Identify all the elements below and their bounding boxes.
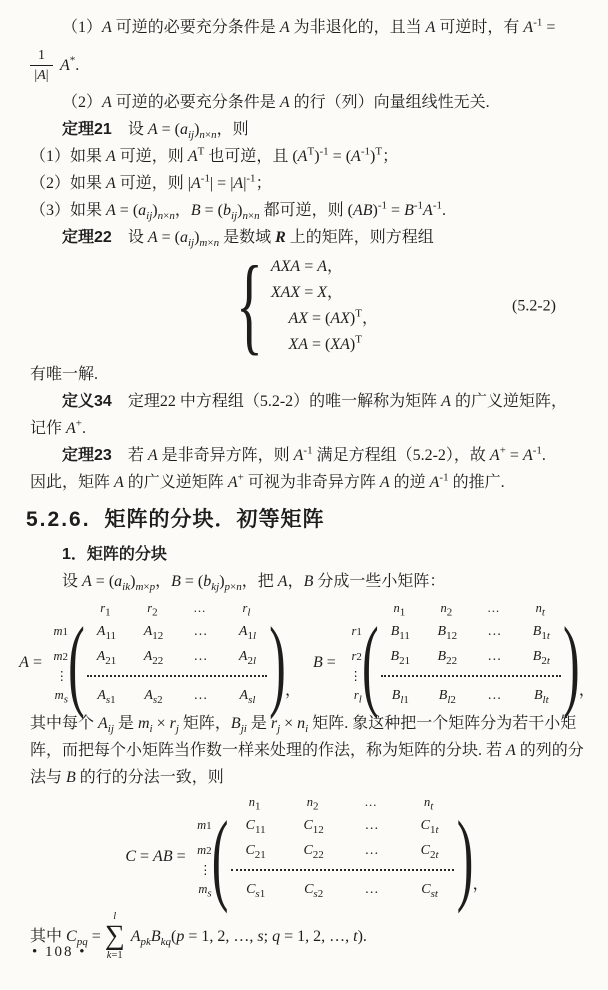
matrix-cell: $C_{1t}$ [420,818,439,836]
theorem-23-line-2: 因此，矩阵 A 的广义逆矩阵 A+ 可视为非奇异方阵 A 的逆 $A^{-1}$ 的推广. [30,471,505,491]
sigma-glyph: ∑ [104,920,125,951]
matrix-cell: $B_{21}$ [390,649,411,667]
left-paren: ( [68,605,85,720]
matrix-cell: $B_{2t}$ [532,649,550,667]
matrix-col-header: $n_2$ [440,601,453,619]
matrix-cell: $B_{l1}$ [391,688,409,706]
theorem-21-item-2: （2）如果 A 可逆，则 $|A^{-1}| = |A|^{-1}$； [30,172,272,192]
equation-row-1: AXA = A， [270,258,344,275]
matrix-trailing-comma: ， [578,682,595,699]
matrix-row-label: m 1 [197,818,212,832]
section-heading-5-2-6 [26,506,584,533]
theorem-21-heading [30,116,584,143]
matrix-cell: … [487,649,502,664]
matrix-C-block-form [125,793,489,914]
matrix-cell: $C_{22}$ [303,843,324,861]
matrix-B-block-form [313,599,595,720]
equation-system-5-2-2 [30,245,584,367]
partition-setup-line: 设 $A = (a_{ik})_{m\times p}$，$B = (b_{kj})_{p\times n}$，把 A，B 分成一些小矩阵： [62,573,446,594]
partitioned-matrices-A-B [19,599,595,720]
matrix-cell: $A_{s1}$ [97,688,116,706]
page-number: • 108 • [32,944,87,960]
matrix-cell: … [364,882,379,897]
matrix-col-headers [376,599,578,619]
matrix-row-label: m 1 [53,624,68,638]
equation-row-3: AX = (AX)$^T$， [288,307,378,327]
matrix-cell: $C_{21}$ [245,843,266,861]
theorem-22-heading [30,224,584,251]
unique-solution-line: 有唯一解. [30,366,99,383]
block-product-formula [30,910,584,962]
section-number: 5.2.6. [26,508,91,531]
theorem-23-line-1 [30,442,584,469]
matrix-cell: $A_{12}$ [143,624,164,642]
definition-34-label: 定义34 [62,393,112,410]
matrix-row-label: ⋮ [349,668,362,683]
matrix-col-header: $n_1$ [248,795,261,813]
matrix-trailing-comma: ， [472,876,489,893]
summation-upper-limit: l [113,911,117,922]
paragraph-invertible-condition-1: （1）A 可逆的必要充分条件是 A 为非退化的，且当 A 可逆时，有 $A^{-1}$ = [62,16,556,36]
paragraph-invertible-condition-2: （2）A 可逆的必要充分条件是 A 的行（列）向量组线性无关. [62,94,490,111]
right-paren: ) [269,605,286,720]
matrix-row-label: m 2 [197,843,212,857]
matrix-cell: … [364,843,379,858]
matrix-row-label: r 2 [351,649,362,663]
matrix-grid [377,619,565,708]
matrix-col-header: $n_t$ [535,601,545,619]
matrix-grid [83,619,271,708]
section-title: 矩阵的分块．初等矩阵 [104,508,325,531]
definition-34-line-1 [30,388,584,415]
definition-34-line-2: 记作 A+. [30,417,87,437]
product-matrix-row [30,793,584,914]
matrix-col-header: $r_l$ [242,601,251,619]
matrix-cell: $B_{l2}$ [438,688,456,706]
matrix-grid [227,813,459,902]
matrix-cell: … [193,688,208,703]
equation-number-tag: (5.2-2) [512,297,556,315]
fraction-denominator: |A| [34,67,49,83]
equation-rows [271,254,378,358]
matrix-col-headers [82,599,284,619]
matrix-cell: $C_{12}$ [303,818,324,836]
matrix-row-label: $m_s$ [198,882,212,900]
matrix-col-header: $r_1$ [100,601,111,619]
matrix-col-header: $r_2$ [147,601,158,619]
definition-34-statement: 定理22 中方程组（5.2-2）的唯一解称为矩阵 A 的广义逆矩阵， [111,393,567,410]
matrix-cell: $B_{1t}$ [532,624,550,642]
theorem-22-statement: 设 $A = (a_{ij})_{m\times n}$ 是数域 R 上的矩阵，则方程组 [111,229,434,250]
theorem-21-statement: 设 $A = (a_{ij})_{n\times n}$，则 [111,121,249,142]
right-paren: ) [562,605,580,720]
matrix-lhs: B = [313,654,336,671]
matrix-cell: $B_{lt}$ [533,688,549,706]
sum-formula-prefix: 其中 $C_{pq}$ = [30,927,101,948]
theorem-21-label: 定理21 [62,121,112,138]
matrix-ellipsis-row [377,669,565,683]
theorem-23-label: 定理23 [62,447,112,464]
fraction-numerator: 1 [30,47,53,66]
right-paren: ) [456,799,474,914]
left-paren: ( [361,605,379,720]
matrix-cell: … [487,624,502,639]
matrix-lhs: C = AB = [125,848,186,865]
matrix-cell: $A_{11}$ [96,624,117,642]
matrix-row-label: $r_l$ [353,688,362,706]
matrix-trailing-comma: ， [284,682,301,699]
matrix-col-header: $n_1$ [393,601,406,619]
matrix-row-label: ⋮ [199,862,212,877]
left-brace: { [235,245,263,367]
matrix-row-labels [46,619,70,708]
matrix-row-labels [190,813,214,902]
matrix-cell: $A_{s2}$ [144,688,163,706]
matrix-col-headers [226,793,472,813]
matrix-col-header: $n_2$ [306,795,319,813]
matrix-A-block-form [19,599,301,720]
matrix-col-header: … [193,601,206,615]
fraction-one-over-det-A [30,47,53,84]
sum-formula-body: $A_{pk}B_{kq}(p = 1$, 2, …, s; q = 1, 2, …, t). [130,927,367,948]
matrix-col-header: … [487,601,500,615]
theorem-23-statement: 若 A 是非奇异方阵，则 $A^{-1}$ 满足方程组（5.2-2），故 $A^+ = A^{-1}$. [111,444,546,464]
matrix-cell: $A_{2l}$ [238,649,257,667]
matrix-lhs: A = [19,654,42,671]
block-definition-paragraph: 其中每个 $A_{ij}$ 是 $m_i \times r_j$ 矩阵，$B_{ji}$ 是 $r_j \times n_i$ 矩阵. 象这种把一个矩阵分为若干小矩阵，而把每个小矩阵当作数一样来处理的作法，称为矩阵的分块. 若 A 的列的分法与 B 的行的分法一致，则 [30,715,584,786]
matrix-cell: $A_{1l}$ [238,624,257,642]
matrix-cell: $B_{22}$ [437,649,458,667]
left-paren: ( [211,799,229,914]
matrix-row-labels [340,619,364,708]
matrix-cell: $C_{11}$ [245,818,266,836]
matrix-cell: … [487,688,502,703]
matrix-cell: $C_{2t}$ [420,843,439,861]
matrix-col-header: $n_t$ [423,795,434,813]
matrix-cell: $A_{21}$ [96,649,117,667]
summation-symbol [105,911,125,961]
matrix-cell: $A_{sl}$ [239,688,256,706]
matrix-cell: $C_{st}$ [421,882,438,900]
matrix-cell: … [193,649,208,664]
matrix-cell: $B_{11}$ [390,624,410,642]
matrix-row-label: $m_s$ [54,688,68,706]
matrix-row-label: ⋮ [55,668,68,683]
matrix-col-header: … [364,795,377,809]
equation-row-2: XAX = X， [270,284,344,301]
adjugate-term: A*. [60,54,80,74]
matrix-ellipsis-row [227,863,459,877]
matrix-cell: … [193,624,208,639]
matrix-cell: $B_{12}$ [437,624,458,642]
theorem-22-label: 定理22 [62,229,112,246]
matrix-ellipsis-row [83,669,271,683]
equation-row-4: XA = (XA)$^T$ [288,333,362,353]
theorem-21-item-3: （3）如果 $A = (a_{ij})_{n\times n}$，$B = (b_{ij})_{n\times n}$ 都可逆，则 $(AB)^{-1} = B^{-1}A^{-1}$. [30,199,446,223]
matrix-row-label: r 1 [351,624,362,638]
adjugate-formula-line [30,41,584,89]
matrix-cell: … [364,818,379,833]
matrix-row-label: m 2 [53,649,68,663]
summation-lower-limit: k=1 [106,950,123,961]
matrix-cell: $C_{s2}$ [304,882,324,900]
matrix-cell: $A_{22}$ [143,649,164,667]
subsection-heading-partition: 1．矩阵的分块 [62,546,167,563]
matrix-cell: $C_{s1}$ [246,882,266,900]
theorem-21-item-1: （1）如果 A 可逆，则 $A^T$ 也可逆，且 $(A^T)^{-1} = (A^{-1})^T$； [30,145,399,165]
